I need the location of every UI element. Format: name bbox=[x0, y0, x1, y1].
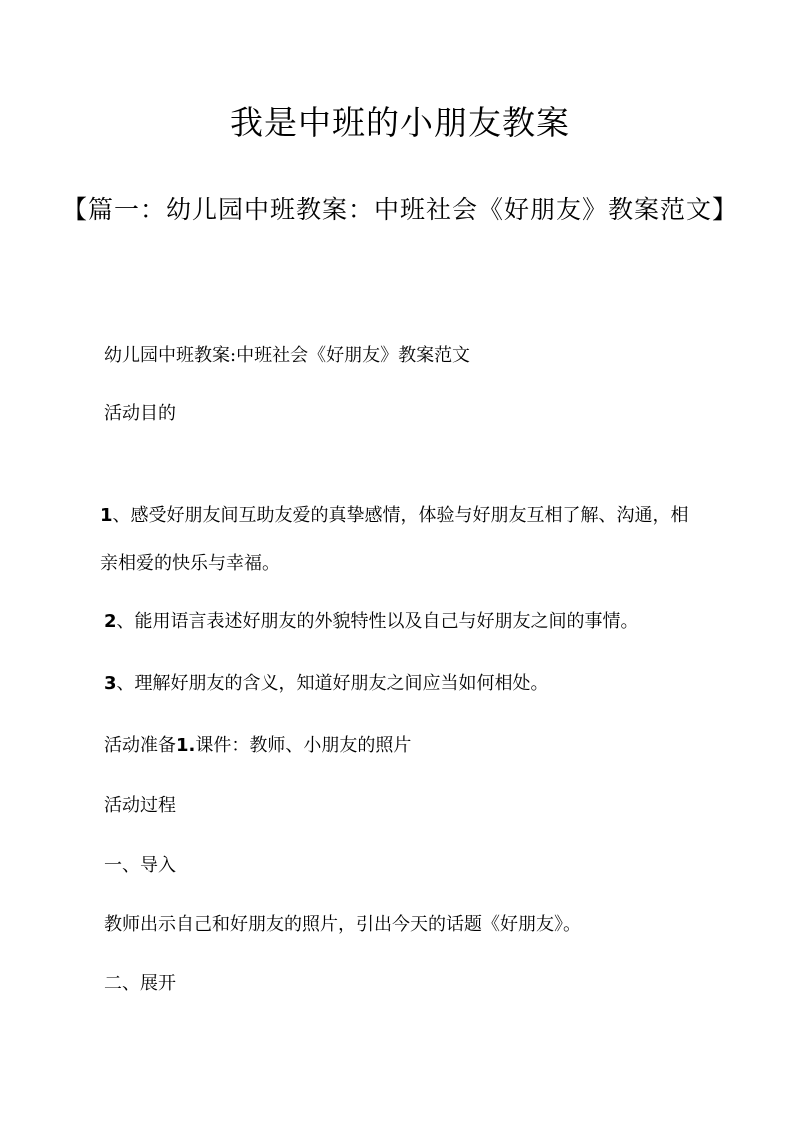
goal-label: 活动目的 bbox=[104, 403, 176, 424]
section-heading: 幼儿园中班教案:中班社会《好朋友》教案范文 bbox=[104, 345, 471, 366]
process-label: 活动过程 bbox=[104, 795, 176, 816]
goal-item-3 bbox=[104, 671, 724, 697]
goal-item-1-text: 、感受好朋友间互助友爱的真挚感情，体验与好朋友互相了解、沟通，相亲相爱的快乐与幸福。 bbox=[100, 505, 689, 574]
preparation-prefix: 活动准备 bbox=[104, 735, 176, 756]
page-title: 我是中班的小朋友教案 bbox=[230, 103, 570, 142]
preparation-line bbox=[104, 733, 724, 759]
goal-item-3-text: 、理解好朋友的含义，知道好朋友之间应当如何相处。 bbox=[116, 673, 549, 694]
goal-item-2-number: 2 bbox=[104, 611, 117, 632]
section-subtitle: 【篇一：幼儿园中班教案：中班社会《好朋友》教案范文】 bbox=[61, 195, 738, 224]
goal-item-1 bbox=[100, 492, 700, 588]
goal-item-2-text: 、能用语言表述好朋友的外貌特性以及自己与好朋友之间的事情。 bbox=[116, 611, 639, 632]
step-2-heading: 二、展开 bbox=[104, 973, 176, 994]
goal-item-1-number: 1 bbox=[100, 505, 113, 526]
preparation-text: 课件：教师、小朋友的照片 bbox=[195, 735, 412, 756]
preparation-number: 1. bbox=[176, 735, 196, 756]
step-1-text: 教师出示自己和好朋友的照片，引出今天的话题《好朋友》。 bbox=[104, 914, 581, 935]
goal-item-2 bbox=[104, 609, 724, 635]
goal-item-3-number: 3 bbox=[104, 673, 117, 694]
step-1-heading: 一、导入 bbox=[104, 855, 176, 876]
